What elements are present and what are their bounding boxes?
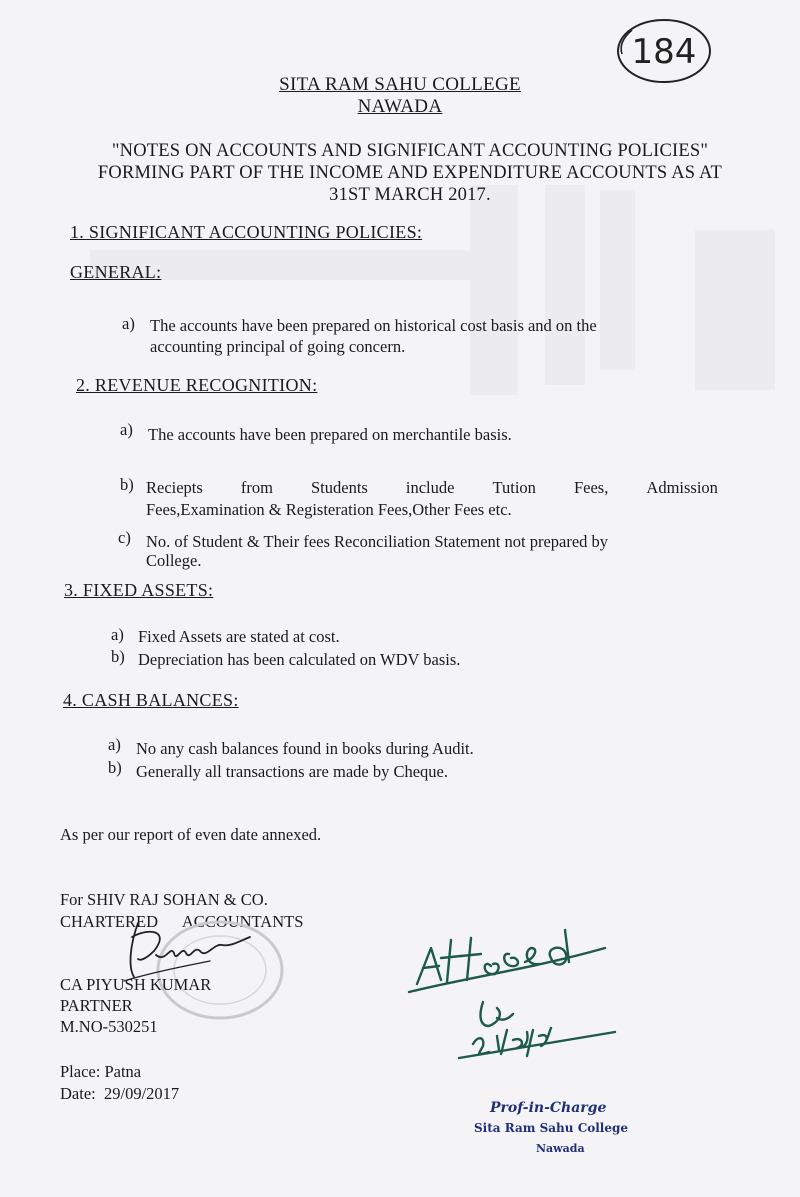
- college-place: NAWADA: [357, 96, 443, 117]
- fixed-assets-a-text: Fixed Assets are stated at cost.: [138, 627, 340, 646]
- stamp-line-2: Sita Ram Sahu College: [474, 1121, 629, 1135]
- show-through-mark: [545, 185, 585, 385]
- section-4-heading: 4. CASH BALANCES:: [63, 690, 239, 710]
- cash-b-text: Generally all transactions are made by Cheque.: [136, 762, 449, 781]
- document-title-line-1: "NOTES ON ACCOUNTS AND SIGNIFICANT ACCOUNTING POLICIES": [111, 141, 709, 161]
- document-title-line-2: FORMING PART OF THE INCOME AND EXPENDITURE ACCOUNTS AS AT: [97, 163, 723, 183]
- signing-place: Place: Patna: [60, 1062, 142, 1081]
- fixed-assets-b-text: Depreciation has been calculated on WDV basis.: [138, 650, 461, 669]
- show-through-mark: [695, 230, 775, 390]
- auditor-name: CA PIYUSH KUMAR: [60, 975, 212, 994]
- revenue-c-line-1: No. of Student & Their fees Reconciliation Statement not prepared by: [146, 532, 609, 551]
- item-label: b): [120, 475, 134, 494]
- general-heading: GENERAL:: [70, 262, 162, 282]
- signing-date: Date: 29/09/2017: [60, 1084, 180, 1103]
- page-number: 184: [631, 32, 697, 72]
- document-title-line-3: 31ST MARCH 2017.: [329, 185, 491, 205]
- stamp-line-3: Nawada: [536, 1142, 585, 1155]
- section-1-heading: 1. SIGNIFICANT ACCOUNTING POLICIES:: [70, 222, 423, 242]
- show-through-mark: [470, 185, 518, 395]
- item-label: c): [118, 528, 131, 547]
- word: from: [240, 478, 273, 497]
- item-label: a): [120, 420, 133, 439]
- word: Fees,: [573, 478, 609, 497]
- item-label: b): [111, 647, 125, 666]
- stamp-line-1: Prof-in-Charge: [490, 1100, 607, 1116]
- item-label: a): [108, 735, 121, 754]
- word: Students: [311, 478, 368, 497]
- section-3-heading: 3. FIXED ASSETS:: [64, 580, 214, 600]
- word: Reciepts: [146, 478, 203, 497]
- cash-a-text: No any cash balances found in books during Audit.: [136, 739, 474, 758]
- word: Admission: [646, 478, 718, 497]
- closing-note: As per our report of even date annexed.: [60, 825, 322, 844]
- general-a-line-2: accounting principal of going concern.: [150, 337, 406, 356]
- item-label: b): [108, 758, 122, 777]
- item-label: a): [122, 314, 135, 333]
- college-name: SITA RAM SAHU COLLEGE: [279, 74, 521, 95]
- attestation-signature-icon: [405, 918, 645, 1078]
- auditor-firm: For SHIV RAJ SOHAN & CO.: [60, 890, 268, 909]
- word: Tution: [492, 478, 536, 497]
- general-a-line-1: The accounts have been prepared on historical cost basis and on the: [150, 316, 597, 335]
- auditor-membership: M.NO-530251: [60, 1017, 158, 1036]
- show-through-mark: [600, 190, 635, 370]
- item-label: a): [111, 625, 124, 644]
- word: include: [405, 478, 455, 497]
- revenue-b-line-1: [146, 478, 718, 498]
- revenue-b-line-2: Fees,Examination & Registeration Fees,Other Fees etc.: [146, 500, 512, 519]
- revenue-c-line-2: College.: [146, 551, 202, 570]
- revenue-a-text: The accounts have been prepared on merchantile basis.: [148, 425, 512, 444]
- auditor-role: PARTNER: [60, 996, 133, 1015]
- section-2-heading: 2. REVENUE RECOGNITION:: [76, 375, 318, 395]
- auditor-type: CHARTERED ACCOUNTANTS: [60, 912, 304, 931]
